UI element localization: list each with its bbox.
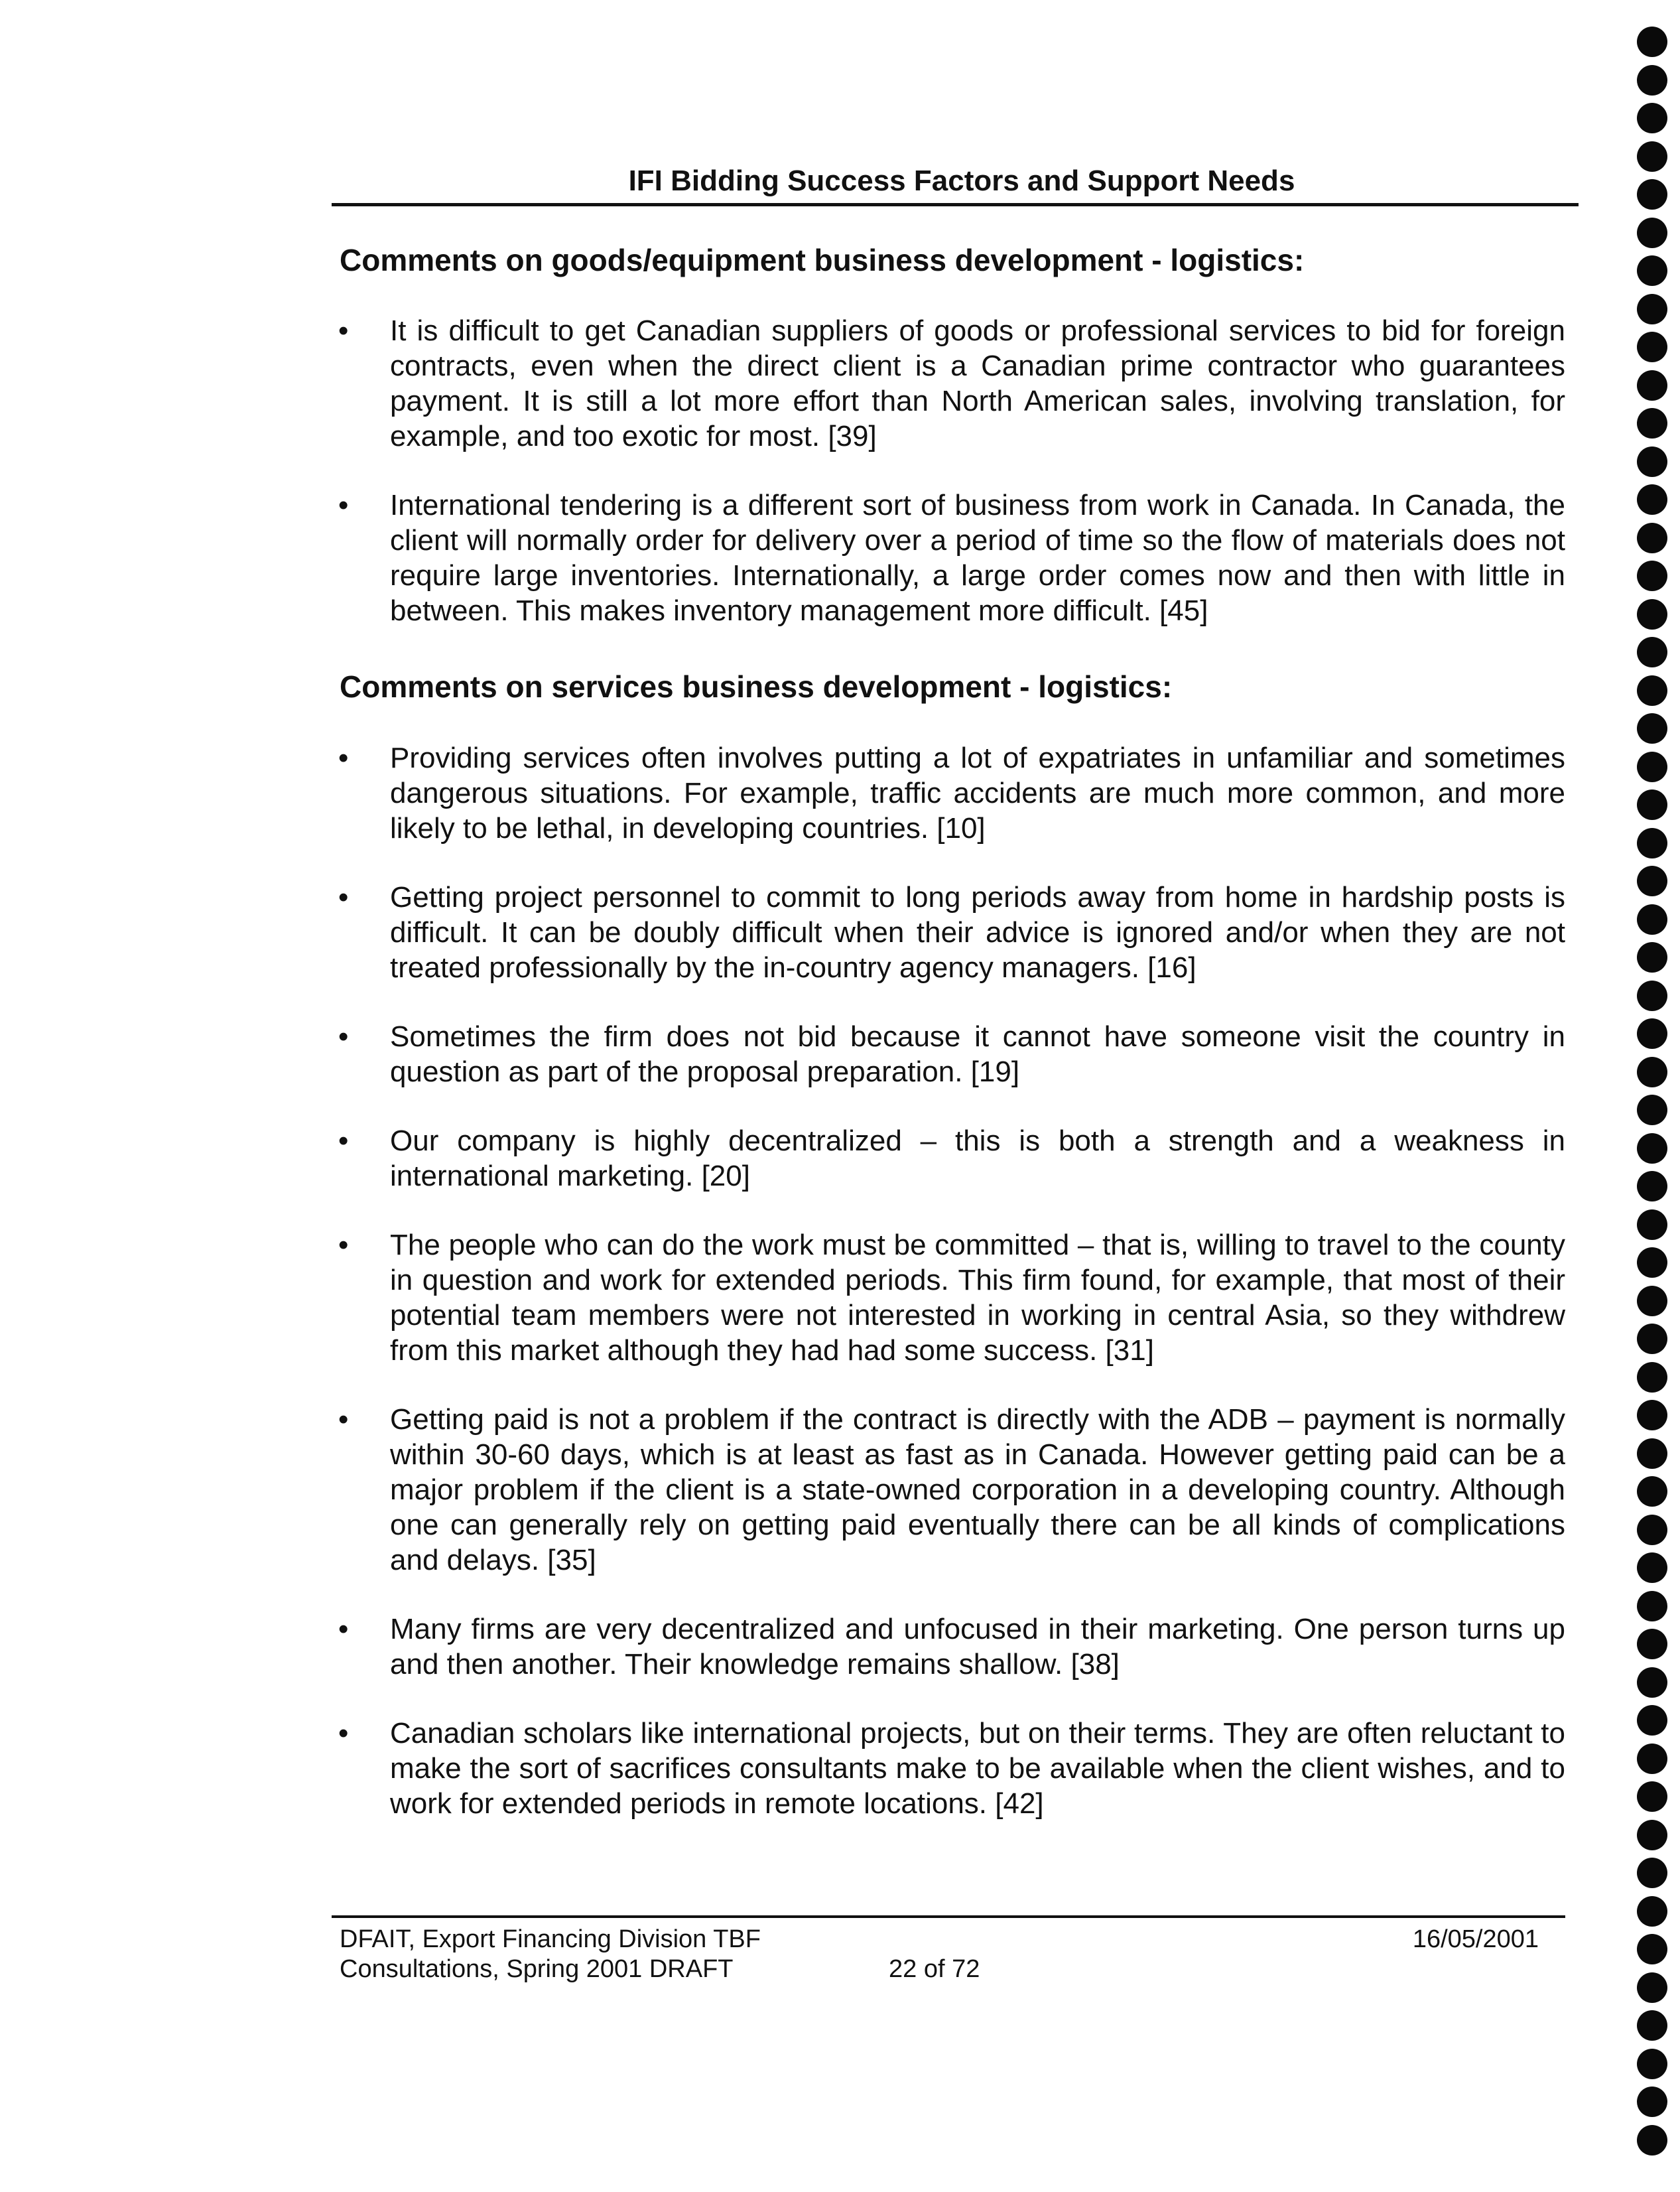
list-item-text: Sometimes the firm does not bid because it cannot have someone visit the country in question as part of the proposal preparation. [19] <box>390 1020 1565 1088</box>
binding-hole-icon <box>1637 2010 1667 2041</box>
binding-hole-icon <box>1637 1858 1667 1888</box>
list-item <box>332 1123 1565 1194</box>
binding-hole-icon <box>1637 1629 1667 1659</box>
section-heading-services: Comments on services business development - logistics: <box>340 669 1173 704</box>
bullet-icon: • <box>338 1613 349 1645</box>
bullet-icon: • <box>338 314 349 347</box>
footer-source <box>340 1925 761 1984</box>
list-item <box>332 1716 1565 1821</box>
binding-hole-icon <box>1637 1591 1667 1621</box>
list-item-text: Providing services often involves putting a lot of expatriates in unfamiliar and sometimes dangerous situations. For example, traffic accidents are much more common, and more likely to be lethal, in developing countries. [10] <box>390 742 1565 845</box>
binding-hole-icon <box>1637 1018 1667 1049</box>
binding-hole-icon <box>1637 255 1667 286</box>
list-item-text: Many firms are very decentralized and unfocused in their marketing. One person turns up and then another. Their knowledge remains shallow. [38] <box>390 1613 1565 1680</box>
binding-hole-icon <box>1637 599 1667 630</box>
binding-hole-icon <box>1637 446 1667 477</box>
binding-hole-icon <box>1637 1552 1667 1583</box>
binding-hole-icon <box>1637 828 1667 858</box>
list-item-text: Getting paid is not a problem if the contract is directly with the ADB – payment is normally within 30-60 days, which is at least as fast as in Canada. However getting paid can be a major problem if the client is a state-owned corporation in a developing country. Although one can generally rely on getting paid eventually there can be all kinds of complications and delays. [35] <box>390 1403 1565 1576</box>
binding-hole-icon <box>1637 1744 1667 1774</box>
binding-hole-icon <box>1637 1286 1667 1316</box>
binding-hole-icon <box>1637 752 1667 782</box>
list-item <box>332 488 1565 628</box>
bullet-icon: • <box>338 881 349 914</box>
binding-hole-icon <box>1637 2087 1667 2117</box>
binding-hole-icon <box>1637 332 1667 362</box>
binding-hole-icon <box>1637 65 1667 96</box>
binding-hole-icon <box>1637 866 1667 896</box>
binding-hole-icon <box>1637 1781 1667 1812</box>
binding-hole-icon <box>1637 713 1667 744</box>
list-item <box>332 313 1565 454</box>
bullet-icon: • <box>338 1717 349 1749</box>
list-item-text: It is difficult to get Canadian suppliers of goods or professional services to bid for foreign contracts, even when the direct client is a Canadian prime contractor who guarantees payment. It is still a lot more effort than North American sales, involving translation, for example, and too exotic for most. [39] <box>390 314 1565 452</box>
list-item-text: International tendering is a different sort of business from work in Canada. In Canada, the client will normally order for delivery over a period of time so the flow of materials does not require large inventories. Internationally, a large order comes now and then with little in between. This makes inventory management more difficult. [45] <box>390 489 1565 627</box>
binding-hole-icon <box>1637 1209 1667 1240</box>
binding-hole-icon <box>1637 1705 1667 1736</box>
binding-hole-icon <box>1637 1438 1667 1469</box>
page-header-title: IFI Bidding Success Factors and Support Needs <box>628 165 1295 197</box>
binding-hole-icon <box>1637 637 1667 667</box>
binding-hole-icon <box>1637 523 1667 553</box>
bullet-icon: • <box>338 742 349 774</box>
bullet-icon: • <box>338 1229 349 1261</box>
binding-hole-icon <box>1637 141 1667 172</box>
list-item-text: Getting project personnel to commit to long periods away from home in hardship posts is difficult. It can be doubly difficult when their advice is ignored and/or when they are not treated professionally by the in-country agency managers. [16] <box>390 881 1565 984</box>
footer-source-line2: Consultations, Spring 2001 DRAFT <box>340 1955 734 1983</box>
page-header <box>332 159 1579 206</box>
binding-hole-icon <box>1637 1972 1667 2003</box>
binding-hole-icon <box>1637 27 1667 57</box>
page-footer <box>332 1915 1565 1983</box>
binding-hole-icon <box>1637 789 1667 820</box>
binding-hole-icon <box>1637 2125 1667 2156</box>
binding-hole-icon <box>1637 1171 1667 1201</box>
binding-hole-icon <box>1637 1247 1667 1278</box>
binding-hole-icon <box>1637 2049 1667 2079</box>
bullet-icon: • <box>338 1020 349 1053</box>
binding-hole-icon <box>1637 1362 1667 1393</box>
binding-hole-icon <box>1637 675 1667 706</box>
binding-holes <box>1637 27 1677 2192</box>
goods-comments-list <box>332 313 1565 662</box>
services-comments-list <box>332 740 1565 1855</box>
binding-hole-icon <box>1637 1896 1667 1927</box>
binding-hole-icon <box>1637 408 1667 439</box>
binding-hole-icon <box>1637 1515 1667 1545</box>
list-item-text: The people who can do the work must be committed – that is, willing to travel to the county in question and work for extended periods. This firm found, for example, that most of their potential team members were not interested in working in central Asia, so they withdrew from this market although they had had some success. [31] <box>390 1229 1565 1367</box>
list-item <box>332 1611 1565 1682</box>
binding-hole-icon <box>1637 1667 1667 1698</box>
bullet-icon: • <box>338 1125 349 1157</box>
binding-hole-icon <box>1637 1057 1667 1087</box>
bullet-icon: • <box>338 489 349 521</box>
binding-hole-icon <box>1637 1820 1667 1850</box>
list-item-text: Our company is highly decentralized – this is both a strength and a weakness in international marketing. [20] <box>390 1125 1565 1192</box>
binding-hole-icon <box>1637 1133 1667 1164</box>
section-heading-goods: Comments on goods/equipment business development - logistics: <box>340 243 1305 277</box>
footer-date: 16/05/2001 <box>1412 1925 1539 1953</box>
binding-hole-icon <box>1637 294 1667 324</box>
binding-hole-icon <box>1637 1934 1667 1964</box>
list-item <box>332 880 1565 985</box>
binding-hole-icon <box>1637 1324 1667 1354</box>
list-item-text: Canadian scholars like international projects, but on their terms. They are often reluctant to make the sort of sacrifices consultants make to be available when the client wishes, and to work for extended periods in remote locations. [42] <box>390 1717 1565 1820</box>
binding-hole-icon <box>1637 561 1667 591</box>
binding-hole-icon <box>1637 904 1667 935</box>
binding-hole-icon <box>1637 218 1667 248</box>
list-item <box>332 1402 1565 1578</box>
binding-hole-icon <box>1637 179 1667 210</box>
binding-hole-icon <box>1637 103 1667 133</box>
bullet-icon: • <box>338 1403 349 1436</box>
binding-hole-icon <box>1637 370 1667 401</box>
binding-hole-icon <box>1637 942 1667 973</box>
binding-hole-icon <box>1637 1400 1667 1430</box>
binding-hole-icon <box>1637 981 1667 1011</box>
list-item <box>332 740 1565 846</box>
page-number: 22 of 72 <box>889 1955 980 1983</box>
list-item <box>332 1227 1565 1368</box>
list-item <box>332 1019 1565 1089</box>
binding-hole-icon <box>1637 484 1667 515</box>
footer-source-line1: DFAIT, Export Financing Division TBF <box>340 1925 761 1953</box>
binding-hole-icon <box>1637 1476 1667 1507</box>
binding-hole-icon <box>1637 1095 1667 1125</box>
